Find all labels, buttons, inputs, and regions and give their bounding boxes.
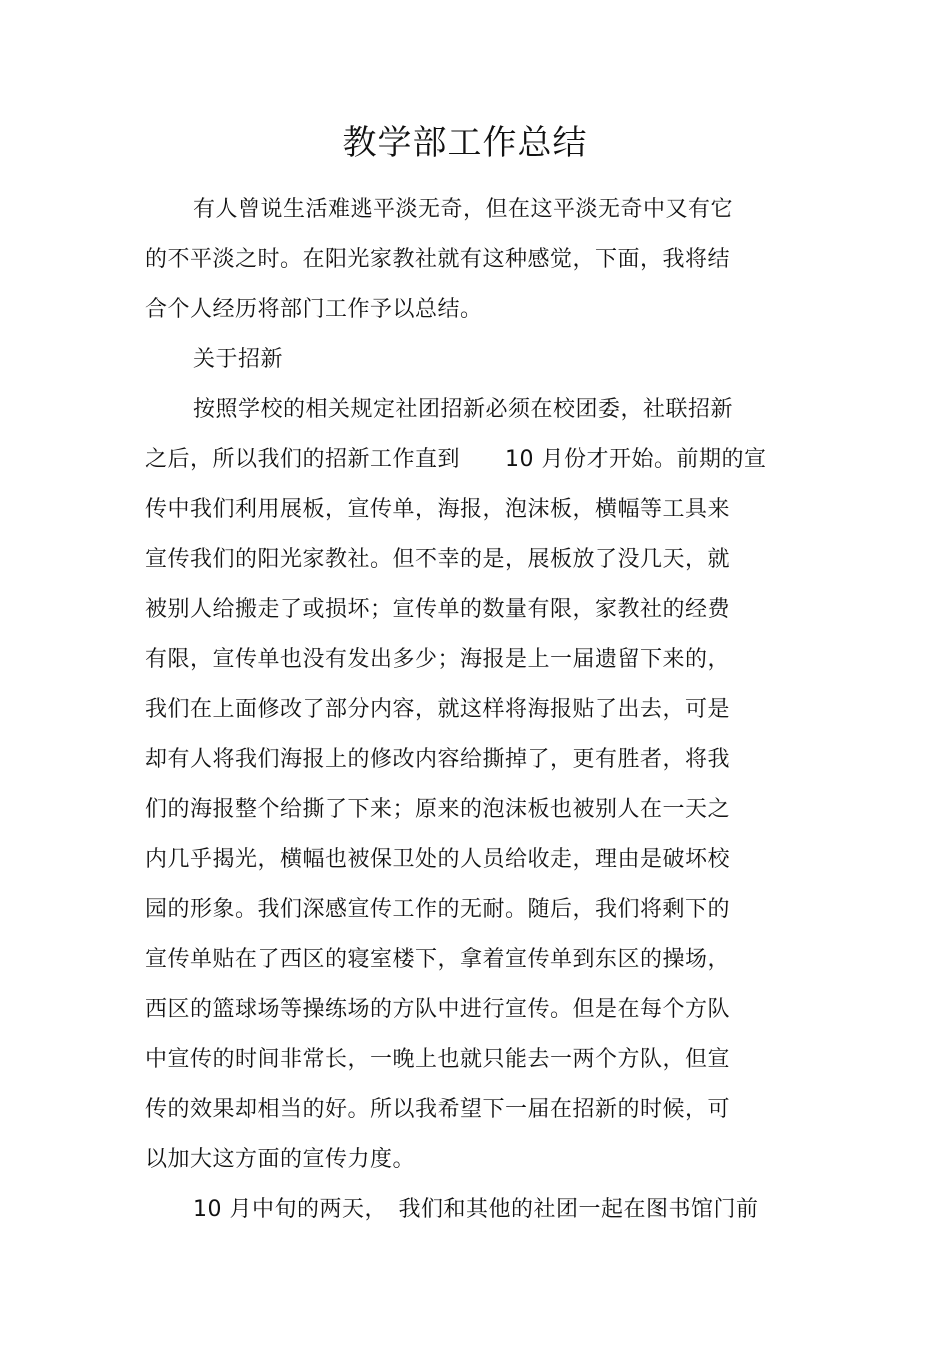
- paragraph-line: 之后，所以我们的招新工作直到 10 月份才开始。前期的宣: [145, 447, 767, 472]
- paragraph-line: 我们在上面修改了部分内容，就这样将海报贴了出去，可是: [145, 697, 731, 722]
- paragraph-line: 宣传我们的阳光家教社。但不幸的是，展板放了没几天，就: [145, 547, 731, 572]
- paragraph-line: 宣传单贴在了西区的寝室楼下，拿着宣传单到东区的操场，: [145, 947, 731, 972]
- paragraph-line: 的不平淡之时。在阳光家教社就有这种感觉，下面，我将结: [145, 247, 731, 272]
- paragraph-line: 以加大这方面的宣传力度。: [145, 1147, 416, 1172]
- paragraph-line: 们的海报整个给撕了下来；原来的泡沫板也被别人在一天之: [145, 797, 731, 822]
- paragraph-line: 被别人给搬走了或损坏；宣传单的数量有限，家教社的经费: [145, 597, 731, 622]
- document-title: 教学部工作总结: [342, 123, 588, 163]
- paragraph-line: 按照学校的相关规定社团招新必须在校团委，社联招新: [193, 397, 734, 422]
- paragraph-line: 有人曾说生活难逃平淡无奇，但在这平淡无奇中又有它: [193, 197, 734, 222]
- paragraph-line: 传中我们利用展板，宣传单，海报，泡沫板，横幅等工具来: [145, 497, 731, 522]
- paragraph-line: 内几乎揭光，横幅也被保卫处的人员给收走，理由是破坏校: [145, 847, 731, 872]
- paragraph-line: 园的形象。我们深感宣传工作的无耐。随后，我们将剩下的: [145, 897, 731, 922]
- paragraph-line: 有限，宣传单也没有发出多少；海报是上一届遗留下来的，: [145, 647, 731, 672]
- paragraph-line: 合个人经历将部门工作予以总结。: [145, 297, 483, 322]
- paragraph-line: 传的效果却相当的好。所以我希望下一届在招新的时候，可: [145, 1097, 731, 1122]
- paragraph-line: 却有人将我们海报上的修改内容给撕掉了，更有胜者，将我: [145, 747, 731, 772]
- paragraph-line: 10 月中旬的两天， 我们和其他的社团一起在图书馆门前: [193, 1197, 759, 1222]
- section-heading: 关于招新: [193, 347, 284, 372]
- paragraph-line: 西区的篮球场等操练场的方队中进行宣传。但是在每个方队: [145, 997, 731, 1022]
- paragraph-line: 中宣传的时间非常长，一晚上也就只能去一两个方队，但宣: [145, 1047, 731, 1072]
